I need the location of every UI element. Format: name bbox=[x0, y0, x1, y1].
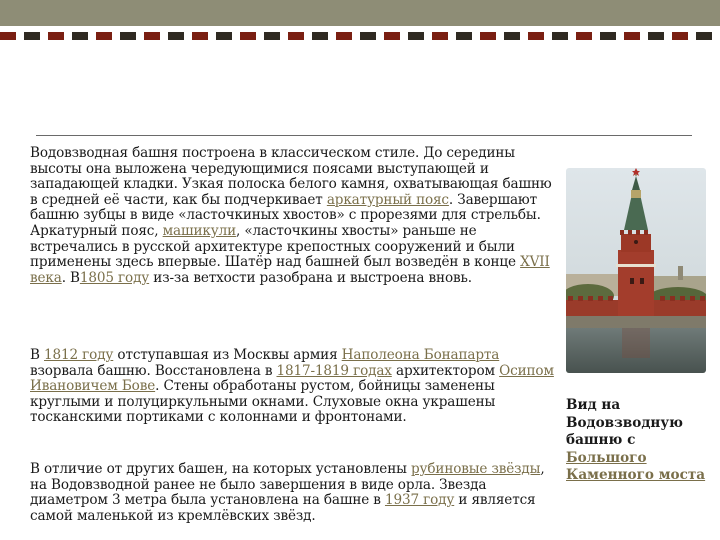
link-machicolations[interactable]: машикули bbox=[162, 222, 236, 239]
decorative-square bbox=[72, 32, 88, 40]
text-run: архитектором bbox=[391, 362, 500, 379]
decorative-square bbox=[0, 32, 16, 40]
link-ruby-stars[interactable]: рубиновые звёзды bbox=[410, 461, 541, 477]
link-osip-bove[interactable]: Осипом Ивановичем Бове bbox=[30, 362, 554, 395]
text-run: , на Водовзводной ранее не было завершения в виде орла. Звезда диаметром 3 метра была установлена на башне в bbox=[30, 461, 545, 509]
decorative-square bbox=[288, 32, 304, 40]
decorative-square bbox=[432, 32, 448, 40]
paragraph-star bbox=[30, 462, 562, 524]
text-run: , «ласточкины хвосты» раньше не встречались в русской архитектуре крепостных сооружений и были применены здесь впервые. Шатёр над башней был возведён в конце bbox=[30, 222, 521, 271]
text-run: . Завершают башню зубцы в виде «ласточкиных хвостов» с прорезями для стрельбы. Аркатурный пояс, bbox=[30, 191, 541, 239]
link-year-1805[interactable]: 1805 году bbox=[79, 269, 150, 286]
link-years-1817-1819[interactable]: 1817-1819 годах bbox=[276, 362, 392, 379]
decorative-square bbox=[24, 32, 40, 40]
decorative-square bbox=[48, 32, 64, 40]
text-run: В отличие от других башен, на которых установлены bbox=[30, 461, 411, 477]
text-run: В bbox=[30, 347, 45, 363]
decorative-square bbox=[264, 32, 280, 40]
decorative-square bbox=[96, 32, 112, 40]
decorative-square bbox=[672, 32, 688, 40]
text-run: отступавшая из Москвы армия bbox=[113, 347, 342, 363]
decorative-square bbox=[240, 32, 256, 40]
caption-text: Вид на Водовзводную башню с bbox=[566, 397, 683, 449]
paragraph-architecture bbox=[30, 146, 562, 286]
link-arcature-belt[interactable]: аркатурный пояс bbox=[326, 191, 449, 208]
decorative-square bbox=[192, 32, 208, 40]
text-run: взорвала башню. Восстановлена в bbox=[30, 362, 277, 379]
decorative-square bbox=[528, 32, 544, 40]
decorative-square bbox=[360, 32, 376, 40]
decorative-square bbox=[480, 32, 496, 40]
decorative-square bbox=[168, 32, 184, 40]
decorative-square bbox=[456, 32, 472, 40]
text-run: . В bbox=[61, 269, 80, 286]
link-napoleon[interactable]: Наполеона Бонапарта bbox=[341, 347, 500, 363]
title-divider bbox=[36, 135, 692, 136]
link-bolshoy-kamenny-bridge[interactable]: Большого Каменного моста bbox=[566, 449, 706, 484]
vodovzvodnaya-tower-photo bbox=[566, 168, 706, 373]
paragraph-history bbox=[30, 348, 562, 426]
text-run: Водовзводная башня построена в классическом стиле. До середины высоты она выложена чередующимися поясами выступающей и западающей кладки. Узкая полоска белого камня, охватывающая башню в средней её части, как бы подчеркивает bbox=[30, 145, 552, 208]
decorative-square bbox=[120, 32, 136, 40]
decorative-square bbox=[144, 32, 160, 40]
photo-caption bbox=[566, 397, 706, 485]
link-17th-century[interactable]: XVII века bbox=[30, 254, 550, 286]
decorative-square bbox=[576, 32, 592, 40]
link-year-1937[interactable]: 1937 году bbox=[384, 492, 455, 509]
text-run: и является самой маленькой из кремлёвских звёзд. bbox=[30, 492, 536, 524]
link-year-1812[interactable]: 1812 году bbox=[44, 347, 114, 363]
decorative-square bbox=[336, 32, 352, 40]
decorative-square bbox=[552, 32, 568, 40]
decorative-square bbox=[648, 32, 664, 40]
text-run: . Стены обработаны рустом, бойницы заменены круглыми и полуциркульными окнами. Слуховые окна украшены тосканскими портиками с колоннами и фронтонами. bbox=[30, 378, 496, 426]
header-bar bbox=[0, 0, 720, 26]
decorative-square bbox=[408, 32, 424, 40]
decorative-square bbox=[624, 32, 640, 40]
decorative-square bbox=[504, 32, 520, 40]
decorative-square bbox=[312, 32, 328, 40]
decorative-square bbox=[216, 32, 232, 40]
decorative-square bbox=[384, 32, 400, 40]
decorative-square-strip bbox=[0, 32, 720, 40]
text-run: из-за ветхости разобрана и выстроена вновь. bbox=[149, 269, 472, 286]
decorative-square bbox=[696, 32, 712, 40]
decorative-square bbox=[600, 32, 616, 40]
